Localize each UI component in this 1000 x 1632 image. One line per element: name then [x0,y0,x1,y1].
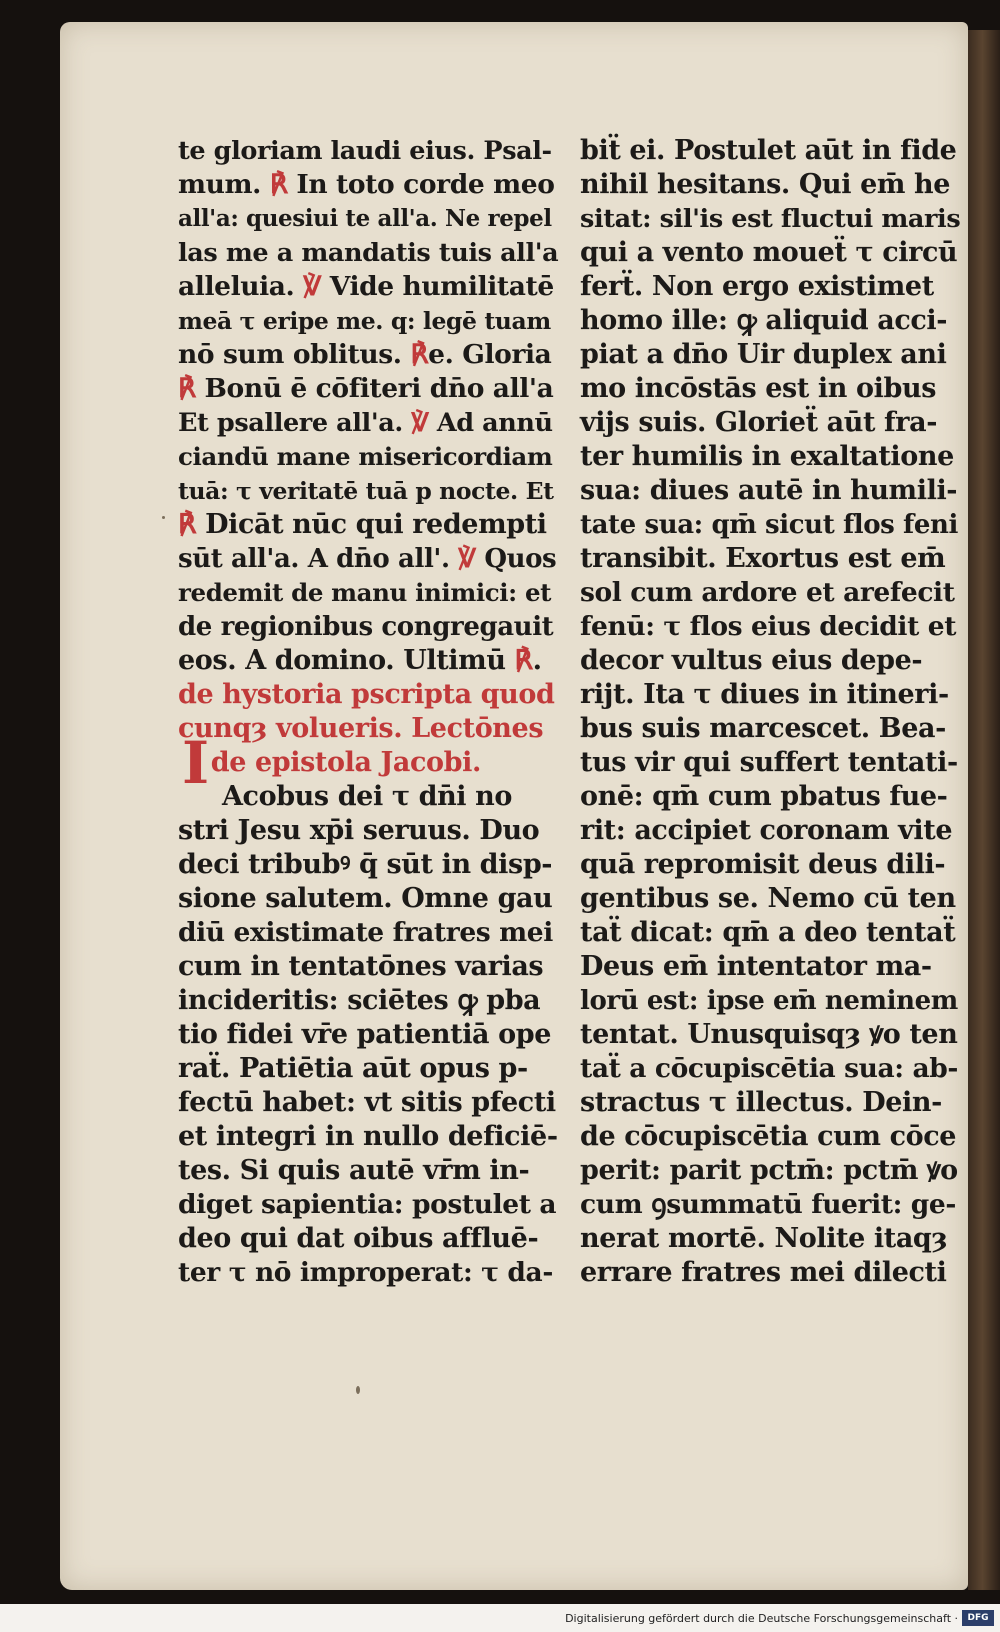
text-line: mo incōstās est in oibus [580,373,936,404]
left-text-column [178,134,558,1290]
dfg-logo: DFG [962,1610,994,1626]
text-line: all'a: quesiui te all'a. Ne repel [178,205,552,232]
text-line: gentibus se. Nemo cū ten [580,883,956,914]
text-line: ter τ nō improperat: τ da- [178,1257,553,1288]
text-line: diū existimate fratres mei [178,917,553,948]
text-line: tio fidei vr̄e patientiā ope [178,1019,552,1050]
text-line: tes. Si quis autē vr̄m in- [178,1155,530,1186]
text-line: deci tribubꝰ q̄ sūt in disp- [178,849,553,880]
text-line: sua: diues autē in humili- [580,475,958,506]
text-line: piat a dn̄o Uir duplex ani [580,339,947,370]
page-speck [162,516,165,519]
text-line: sione salutem. Omne gau [178,883,553,914]
text-line: cum ꝯsummatū fuerit: ge- [580,1189,956,1220]
text-line: diget sapientia: postulet a [178,1189,557,1220]
digitization-footer [0,1604,1000,1632]
rubric-mark: ℣ [458,544,476,574]
text-line: Et psallere all'a. ℣ Ad annū [178,408,553,438]
rubric-mark: ℣ [303,271,321,302]
text-line: bus suis marcescet. Bea- [580,713,946,744]
text-line: Acobus dei τ dn̄i no [222,781,512,812]
text-line: nō sum oblitus. ℟e. Gloria [178,339,552,370]
right-text-column [580,134,960,1290]
text-line: quā repromisit deus dili- [580,849,946,880]
page-speck [356,1386,360,1394]
rubric-line: de hystoria pscripta quod [178,679,555,710]
text-line: sūt all'a. A dn̄o all'. ℣ Quos [178,544,557,574]
text-line: rit: accipiet coronam vite [580,815,953,846]
text-line: tate sua: qm̄ sicut flos feni [580,510,958,540]
text-line: nihil hesitans. Qui em̄ he [580,169,951,200]
text-line: ciandū mane misericordiam [178,442,553,471]
text-line: te gloriam laudi eius. Psal- [178,136,552,166]
text-line: de cōcupiscētia cum cōce [580,1121,957,1152]
text-line: et integri in nullo deficiē- [178,1121,558,1152]
text-line: alleluia. ℣ Vide humilitatē [178,271,554,302]
text-line: meā τ eripe me. q: legē tuam [178,307,551,335]
text-line: ferẗ. Non ergo existimet [580,271,934,302]
text-line: ℟ Dicāt nūc qui redempti [178,509,547,540]
text-line: taẗ dicat: qm̄ a deo tentaẗ [580,917,956,948]
text-line: stractus τ illectus. Dein- [580,1087,942,1118]
text-line: eos. A domino. Ultimū ℟. [178,645,542,676]
text-line: deo qui dat oibus affluē- [178,1223,539,1254]
rubric-mark: ℟ [269,169,288,200]
text-line: las me a mandatis tuis all'a [178,238,559,268]
text-line: fenū: τ flos eius decidit et [580,611,957,642]
rubric-line: cunqȝ volueris. Lectōnes [178,713,544,744]
text-line: de regionibus congregauit [178,612,554,642]
text-line: ter humilis in exaltatione [580,441,954,472]
text-line: transibit. Exortus est em̄ [580,543,946,574]
text-line: stri Jesu xp̄i seruus. Duo [178,815,540,846]
text-line: tuā: τ veritatē tuā p nocte. Et [178,477,554,505]
rubric-heading: de epistola Jacobi. [210,747,481,778]
rubric-mark: ℣ [411,408,429,438]
red-initial-i: I [182,729,209,797]
funding-credit: Digitalisierung gefördert durch die Deutsche Forschungsgemeinschaft · [565,1612,958,1625]
text-line: incideritis: sciētes ꝙ pba [178,985,541,1016]
text-line: Deus em̄ intentator ma- [580,951,932,982]
text-line: sitat: sil'is est fluctui maris [580,204,961,234]
text-line: rijt. Ita τ diues in itineri- [580,679,949,710]
text-line: vijs suis. Glorieẗ aūt fra- [580,407,937,438]
text-line: cum in tentatōnes varias [178,951,544,982]
text-line: redemit de manu inimici: et [178,578,552,607]
rubric-mark: ℟ [178,373,196,404]
text-line: homo ille: ꝙ aliquid acci- [580,305,948,336]
text-line: tus vir qui suffert tentati- [580,747,958,778]
text-line: errare fratres mei dilecti [580,1257,947,1288]
text-line: sol cum ardore et arefecit [580,577,955,608]
text-line: fectū habet: vt sitis pfecti [178,1087,556,1118]
text-line: taẗ a cōcupiscētia sua: ab- [580,1053,958,1084]
text-line: perit: parit pctm̄: pctm̄ ꝟo [580,1155,958,1186]
rubric-mark: ℟ [178,509,197,540]
text-line: lorū est: ipse em̄ neminem [580,986,958,1016]
text-line: decor vultus eius depe- [580,645,923,676]
text-line: onē: qm̄ cum pbatus fue- [580,781,948,812]
text-line: raẗ. Patiētia aūt opus p- [178,1053,528,1084]
text-line: biẗ ei. Postulet aūt in fide [580,135,957,166]
text-line: nerat mortē. Nolite itaqȝ [580,1223,948,1254]
rubric-mark: ℟ [514,645,533,676]
text-line: tentat. Unusquisqȝ ꝟo ten [580,1019,958,1050]
rubric-mark: ℟ [410,339,429,370]
text-line: mum. ℟ In toto corde meo [178,169,555,200]
text-line: ℟ Bonū ē cōfiteri dn̄o all'a [178,373,554,404]
text-line: qui a vento moueẗ τ circū [580,237,958,268]
book-spine [968,30,1000,1590]
